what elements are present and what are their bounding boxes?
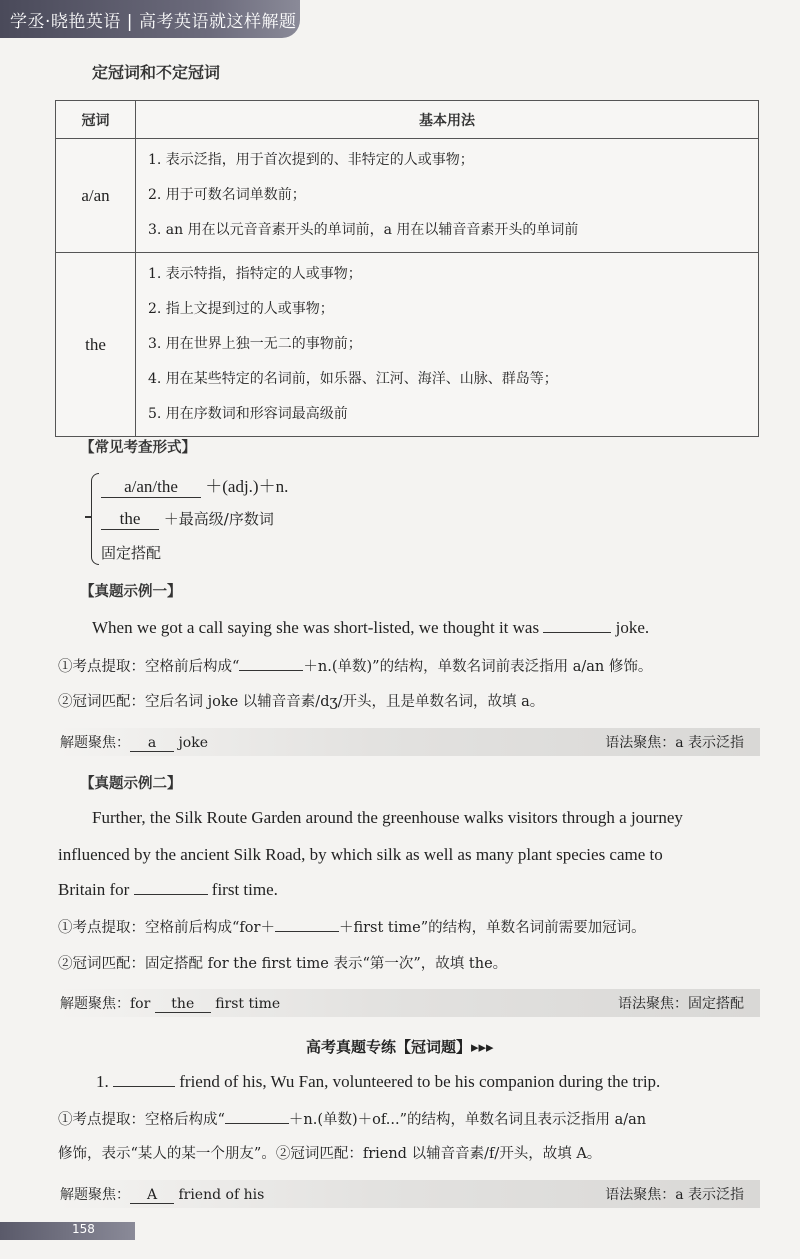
usage-rule: 5. 用在序数词和形容词最高级前 bbox=[148, 406, 348, 422]
filled-answer: a bbox=[130, 735, 174, 752]
grammar-focus: 语法聚焦：固定搭配 bbox=[618, 996, 744, 1012]
usage-rules bbox=[136, 253, 759, 437]
filled-answer: a/an/the bbox=[101, 477, 201, 498]
example1-heading: 【真题示例一】 bbox=[80, 584, 182, 600]
usage-rules bbox=[136, 139, 759, 253]
example1-sentence bbox=[92, 618, 649, 638]
table-row bbox=[56, 253, 759, 437]
article-usage-table bbox=[55, 100, 759, 437]
solution-focus: 解题聚焦： A friend of his bbox=[60, 1187, 265, 1203]
header-banner bbox=[0, 0, 300, 38]
answer-blank bbox=[113, 1086, 175, 1087]
form-line-1 bbox=[101, 472, 288, 498]
sentence-text: When we got a call saying she was short-listed, we thought it was bbox=[92, 618, 544, 637]
column-header-usage: 基本用法 bbox=[136, 101, 759, 139]
example2-line: Further, the Silk Route Garden around the greenhouse walks visitors through a journey bbox=[92, 808, 683, 827]
grammar-focus: 语法聚焦：a 表示泛指 bbox=[605, 1187, 744, 1203]
form-line-3: 固定搭配 bbox=[101, 544, 162, 562]
brace-bracket bbox=[91, 473, 99, 565]
example1-focus-bar bbox=[58, 728, 760, 756]
form-rest: ＋最高级/序数词 bbox=[159, 510, 274, 528]
table-header-row bbox=[56, 101, 759, 139]
solution-focus: 解题聚焦： a joke bbox=[60, 735, 208, 751]
usage-rule: 1. 表示泛指，用于首次提到的、非特定的人或事物； bbox=[148, 152, 474, 168]
answer-blank bbox=[543, 632, 611, 633]
example2-line: influenced by the ancient Silk Road, by which silk as well as many plant species came to bbox=[58, 845, 663, 864]
answer-blank bbox=[239, 670, 303, 671]
table-row bbox=[56, 139, 759, 253]
solution-focus: 解题聚焦：for the first time bbox=[60, 996, 281, 1012]
article-term: the bbox=[56, 253, 136, 437]
usage-rule: 2. 指上文提到过的人或事物； bbox=[148, 301, 334, 317]
filled-answer: A bbox=[130, 1187, 174, 1204]
sentence-text: joke. bbox=[611, 618, 650, 637]
filled-answer: the bbox=[155, 996, 211, 1013]
usage-rule: 4. 用在某些特定的名词前，如乐器、江河、海洋、山脉、群岛等； bbox=[148, 371, 558, 387]
example2-point1: ①考点提取：空格前后构成“for＋ ＋first time”的结构，单数名词前需要加冠词。 bbox=[58, 920, 646, 936]
column-header-article: 冠词 bbox=[56, 101, 136, 139]
form-line-2 bbox=[101, 508, 274, 530]
filled-answer: the bbox=[101, 509, 159, 530]
answer-blank bbox=[275, 931, 339, 932]
answer-blank bbox=[225, 1123, 289, 1124]
practice-point1-continued: 修饰，表示“某人的某一个朋友”。②冠词匹配：friend 以辅音音素/f/开头，故填 A。 bbox=[58, 1146, 602, 1162]
article-term: a/an bbox=[56, 139, 136, 253]
practice-focus-bar bbox=[58, 1180, 760, 1208]
practice-question-1: 1. friend of his, Wu Fan, volunteered to be his companion during the trip. bbox=[96, 1072, 661, 1091]
usage-rule: 3. an 用在以元音音素开头的单词前，a 用在以辅音音素开头的单词前 bbox=[148, 222, 579, 238]
section-title: 定冠词和不定冠词 bbox=[92, 63, 221, 82]
practice-title: 高考真题专练【冠词题】▸▸▸ bbox=[306, 1038, 494, 1056]
example1-point1: ①考点提取：空格前后构成“ ＋n.(单数)”的结构，单数名词前表泛指用 a/an 修饰。 bbox=[58, 659, 653, 675]
grammar-focus: 语法聚焦：a 表示泛指 bbox=[605, 735, 744, 751]
forms-heading: 【常见考查形式】 bbox=[80, 440, 196, 456]
usage-rule: 1. 表示特指，指特定的人或事物； bbox=[148, 266, 362, 282]
header-title: 学丞·晓艳英语 | 高考英语就这样解题 bbox=[10, 12, 297, 32]
usage-rule: 2. 用于可数名词单数前； bbox=[148, 187, 306, 203]
form-rest: ＋(adj.)＋n. bbox=[201, 477, 289, 496]
practice-point1: ①考点提取：空格后构成“ ＋n.(单数)＋of...”的结构，单数名词且表示泛指用 a/an bbox=[58, 1112, 647, 1128]
example2-focus-bar bbox=[58, 989, 760, 1017]
example2-point2: ②冠词匹配：固定搭配 for the first time 表示“第一次”，故填 the。 bbox=[58, 956, 508, 972]
example1-point2: ②冠词匹配：空后名词 joke 以辅音音素/dʒ/开头，且是单数名词，故填 a。 bbox=[58, 694, 545, 710]
answer-blank bbox=[134, 894, 208, 895]
brace-tip bbox=[85, 516, 92, 518]
page-number-bar bbox=[0, 1222, 135, 1240]
page-number: 158 bbox=[72, 1222, 95, 1236]
example2-line: Britain for first time. bbox=[58, 880, 278, 899]
example2-heading: 【真题示例二】 bbox=[80, 776, 182, 792]
usage-rule: 3. 用在世界上独一无二的事物前； bbox=[148, 336, 362, 352]
